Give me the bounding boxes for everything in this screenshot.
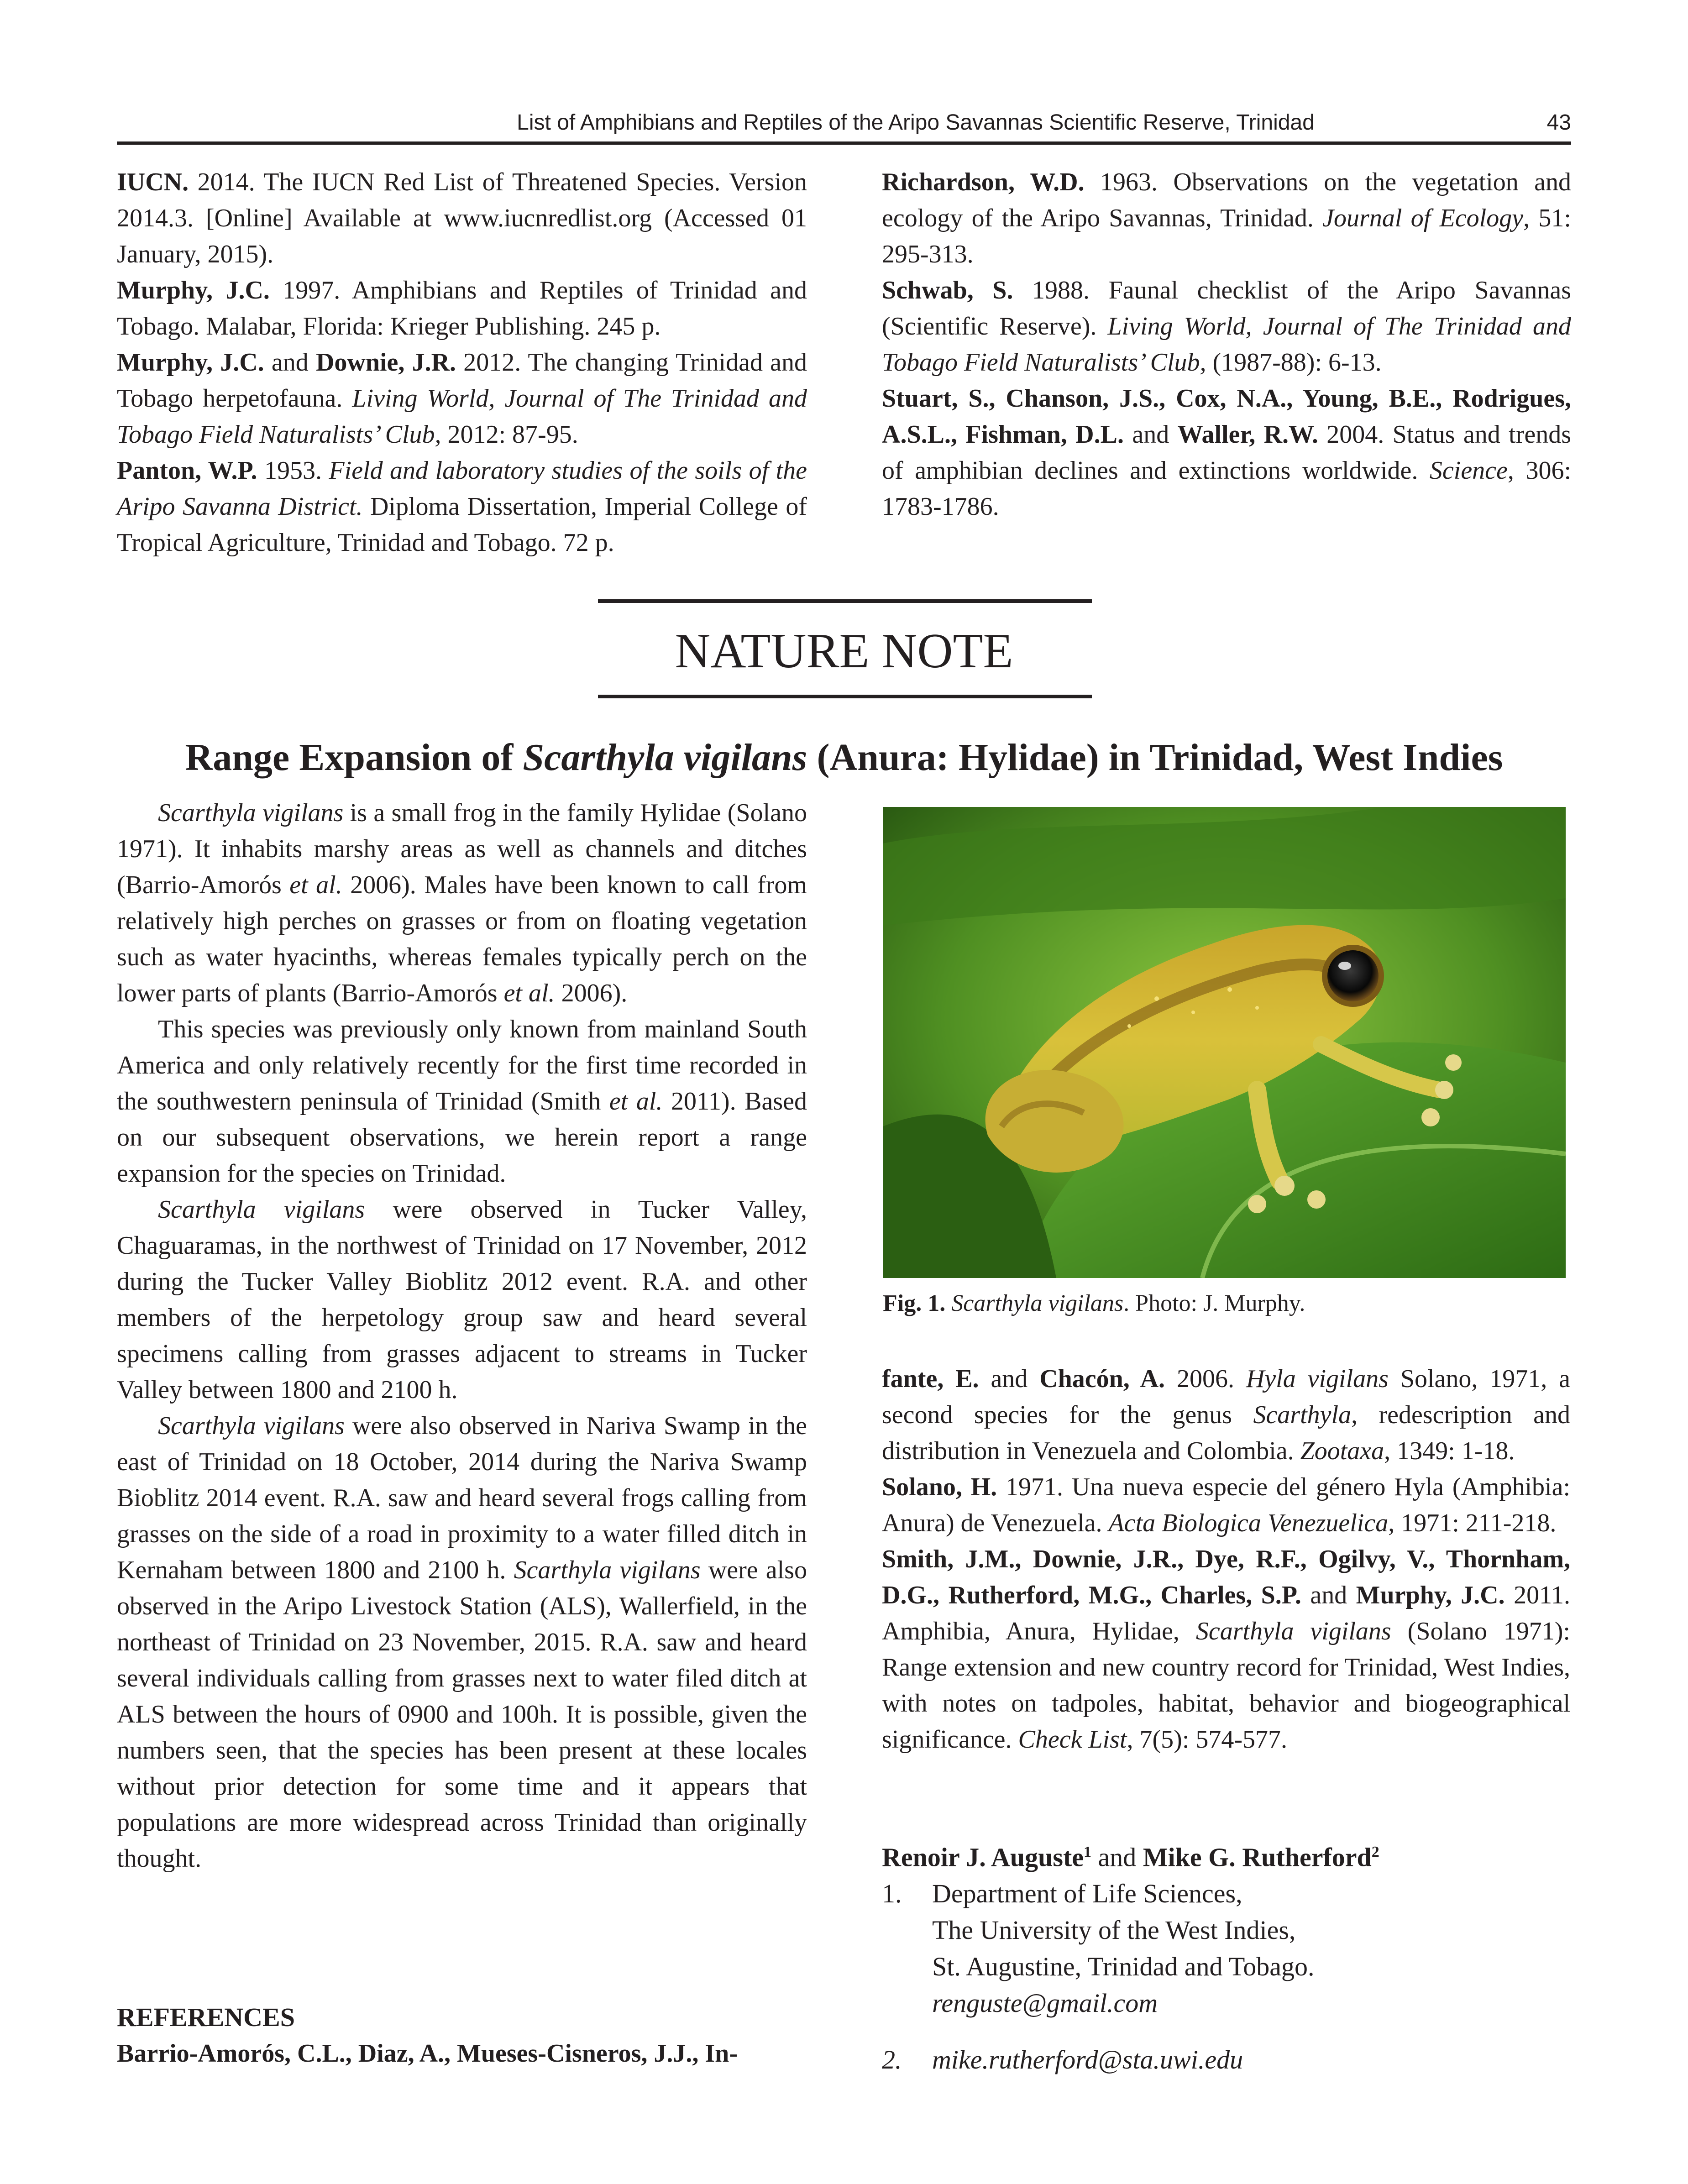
references-right (882, 1361, 1570, 1758)
title-text: (Anura: Hylidae) in Trinidad, West Indies (807, 736, 1503, 779)
ref-author: Murphy, J.C. (117, 348, 264, 377)
ref-journal: Check List (1018, 1725, 1127, 1754)
body-text: were also observed in the Aripo Livestock Station (ALS), Wallerfield, in the northeast of Trinidad on 23 November, 2015. R.A. saw and heard several individuals calling from grasses next to water filed ditch at ALS between the hours of 0900 and 100h. It is possible, given the numbers seen, that the species has been present at these locales without prior detection for some time and it appears that populations are more widespread across Trinidad than originally thought. (117, 1556, 807, 1873)
section-title: NATURE NOTE (675, 624, 1013, 678)
reference-entry (117, 272, 807, 345)
body-text: 2006). Males have been known to call from relatively high perches on grasses or from on floating vegetation such as water hyacinths, whereas females typically perch on the lower parts of plants (Barrio-Amorós (117, 871, 807, 1007)
ref-title: Scarthyla (1253, 1401, 1352, 1429)
species-name: Scarthyla vigilans (514, 1556, 701, 1584)
running-header (117, 108, 1571, 145)
affiliation-line: The University of the West Indies, (932, 1915, 1296, 1945)
author-block (882, 1834, 1570, 2078)
affiliation-marker: 2 (1371, 1844, 1379, 1860)
article-body (117, 795, 807, 1877)
reference-entry (117, 2036, 807, 2072)
ref-text: , 306: 1783-1786. (882, 456, 1571, 521)
ref-author: Richardson, W.D. (882, 168, 1085, 196)
affiliation-number: 1. (882, 1879, 902, 1909)
article-title (117, 733, 1571, 783)
reference-entry (882, 381, 1571, 525)
ref-text: Solano, 1971, a second species for the genus (882, 1365, 1571, 1429)
ref-author: Stuart, S., Chanson, J.S., Cox, N.A., Young, B.E., Rodrigues, A.S.L., Fishman, D.L. (882, 384, 1571, 449)
ref-text: 2011. Amphibia, Anura, Hylidae, (882, 1581, 1571, 1645)
body-text: 2006). (555, 979, 628, 1007)
reference-entry (882, 1541, 1570, 1758)
ref-author: Murphy, J.C. (117, 276, 270, 304)
affiliation-marker: 1 (1084, 1844, 1092, 1860)
author-name: Renoir J. Auguste (882, 1842, 1084, 1872)
ref-title: Scarthyla vigilans (1195, 1617, 1391, 1645)
author-connector: and (1091, 1842, 1143, 1872)
body-text: This species was previously only known from mainland South America and only relatively recently for the first time recorded in the southwestern peninsula of Trinidad (Smith (117, 1015, 807, 1116)
body-text: is a small frog in the family Hylidae (Solano 1971). It inhabits marshy areas as well as channels and ditches (Barrio-Amorós (117, 799, 807, 899)
ref-author: Murphy, J.C. (1356, 1581, 1505, 1609)
frog-illustration (883, 807, 1566, 1278)
et-al: et al. (609, 1087, 663, 1116)
ref-text: 1971. Una nueva especie del género Hyla (Amphibia: Anura) de Venezuela. (882, 1473, 1570, 1537)
reference-entry (882, 1469, 1570, 1541)
ref-text: Diploma Dissertation, Imperial College of Tropical Agriculture, Trinidad and Tobago. 72 p. (117, 492, 807, 557)
ref-text: 1997. Amphibians and Reptiles of Trinidad and Tobago. Malabar, Florida: Krieger Publishing. 245 p. (117, 276, 807, 340)
author-email[interactable]: renguste@gmail.com (932, 1988, 1158, 2018)
page-number: 43 (1546, 110, 1571, 135)
ref-author: Panton, W.P. (117, 456, 257, 485)
ref-title: Hyla vigilans (1246, 1365, 1389, 1393)
ref-text: 1953. (257, 456, 329, 485)
ref-text: , 51: 295-313. (882, 204, 1571, 268)
ref-journal: Living World, Journal of The Trinidad and Tobago Field Naturalists’ Club, (117, 384, 807, 449)
species-name: Scarthyla vigilans (158, 799, 344, 827)
ref-text: 2006. (1165, 1365, 1246, 1393)
ref-author: fante, E. (882, 1365, 979, 1393)
species-name: Scarthyla vigilans (951, 1290, 1124, 1316)
ref-text: and (264, 348, 316, 377)
ref-text: 1963. Observations on the vegetation and ecology of the Aripo Savannas, Trinidad. (882, 168, 1571, 232)
affiliation-2 (882, 2042, 1570, 2078)
ref-text: and (1301, 1581, 1356, 1609)
affiliation-1 (882, 1875, 1570, 2022)
ref-text: 2012. The changing Trinidad and Tobago herpetofauna. (117, 348, 807, 413)
et-al: et al. (503, 979, 555, 1007)
ref-journal: Acta Biologica Venezuelica (1108, 1509, 1389, 1537)
ref-text: , 1971: 211-218. (1388, 1509, 1557, 1537)
body-paragraph (117, 795, 807, 1011)
et-al: et al. (289, 871, 342, 899)
body-text: were observed in Tucker Valley, Chaguaramas, in the northwest of Trinidad on 17 November, 2012 during the Tucker Valley Bioblitz 2012 event. R.A. and other members of the herpetology group saw and heard several specimens calling from grasses adjacent to streams in Tucker Valley between 1800 and 2100 h. (117, 1195, 807, 1404)
frog-photo (883, 807, 1566, 1278)
ref-author: Downie, J.R. (315, 348, 456, 377)
body-text: 2011). Based on our subsequent observations, we herein report a range expansion for the species on Trinidad. (117, 1087, 807, 1188)
ref-text: and (1123, 420, 1178, 449)
body-paragraph (117, 1408, 807, 1877)
ref-author: Waller, R.W. (1177, 420, 1318, 449)
ref-journal: Journal of Ecology (1322, 204, 1524, 232)
reference-entry (882, 164, 1571, 272)
ref-journal: Science (1429, 456, 1508, 485)
rule-bottom (598, 695, 1092, 698)
ref-author: Chacón, A. (1039, 1365, 1165, 1393)
running-title: List of Amphibians and Reptiles of the Aripo Savannas Scientific Reserve, Trinidad (517, 110, 1315, 135)
references-heading: REFERENCES (117, 2002, 295, 2032)
ref-text: 2012: 87-95. (441, 420, 578, 449)
author-names (882, 1834, 1570, 1875)
ref-text: , 1349: 1-18. (1384, 1437, 1515, 1465)
species-name: Scarthyla vigilans (158, 1412, 345, 1440)
reference-entry (117, 164, 807, 272)
ref-journal: Living World, Journal of The Trinidad and Tobago Field Naturalists’ Club, (882, 312, 1571, 377)
ref-author: Schwab, S. (882, 276, 1013, 304)
ref-author: Barrio-Amorós, C.L., Diaz, A., Mueses-Cisneros, J.J., In- (117, 2039, 738, 2068)
ref-author: IUCN. (117, 168, 189, 196)
rule-top (598, 599, 1092, 603)
figure-label: Fig. 1. (883, 1290, 946, 1316)
reference-entry (882, 272, 1571, 381)
references-top-left (117, 164, 807, 561)
affiliation-line: St. Augustine, Trinidad and Tobago. (932, 1952, 1315, 1982)
ref-text: (Solano 1971): Range extension and new country record for Trinidad, West Indies, with notes on tadpoles, habitat, behavior and biogeographical significance. (882, 1617, 1570, 1754)
ref-text: , 7(5): 574-577. (1127, 1725, 1288, 1754)
author-email[interactable]: mike.rutherford@sta.uwi.edu (932, 2045, 1243, 2075)
ref-text: 2014. The IUCN Red List of Threatened Species. Version 2014.3. [Online] Available at www.iucnredlist.org (Accessed 01 January, 2015). (117, 168, 807, 268)
ref-text: (1987-88): 6-13. (1206, 348, 1382, 377)
title-text: Range Expansion of (185, 736, 523, 779)
title-species: Scarthyla vigilans (523, 736, 807, 779)
author-name: Mike G. Rutherford (1143, 1842, 1372, 1872)
body-text: were also observed in Nariva Swamp in the east of Trinidad on 18 October, 2014 during the Nariva Swamp Bioblitz 2014 event. R.A. saw and heard several frogs calling from grasses on the side of a road in proximity to a water filled ditch in Kernaham between 1800 and 2100 h. (117, 1412, 807, 1584)
ref-text: and (979, 1365, 1040, 1393)
caption-text: . Photo: J. Murphy. (1123, 1290, 1305, 1316)
ref-author: Solano, H. (882, 1473, 997, 1501)
references-top-right (882, 164, 1571, 525)
reference-entry (117, 345, 807, 453)
body-paragraph (117, 1192, 807, 1408)
reference-entry (882, 1361, 1570, 1469)
ref-journal: Zootaxa (1300, 1437, 1384, 1465)
species-name: Scarthyla vigilans (158, 1195, 365, 1224)
reference-entry (117, 453, 807, 561)
ref-author: Smith, J.M., Downie, J.R., Dye, R.F., Ogilvy, V., Thornham, D.G., Rutherford, M.G., Charles, S.P. (882, 1545, 1570, 1609)
ref-title: Field and laboratory studies of the soils of the Aripo Savanna District. (117, 456, 807, 521)
body-paragraph (117, 1011, 807, 1192)
ref-text: , redescription and distribution in Venezuela and Colombia. (882, 1401, 1571, 1465)
affiliation-number: 2. (882, 2045, 902, 2075)
ref-text: 1988. Faunal checklist of the Aripo Savannas (Scientific Reserve). (882, 276, 1572, 340)
affiliation-line: Department of Life Sciences, (932, 1879, 1242, 1909)
figure-caption (883, 1286, 1567, 1321)
ref-text: 2004. Status and trends of amphibian declines and extinctions worldwide. (882, 420, 1571, 485)
